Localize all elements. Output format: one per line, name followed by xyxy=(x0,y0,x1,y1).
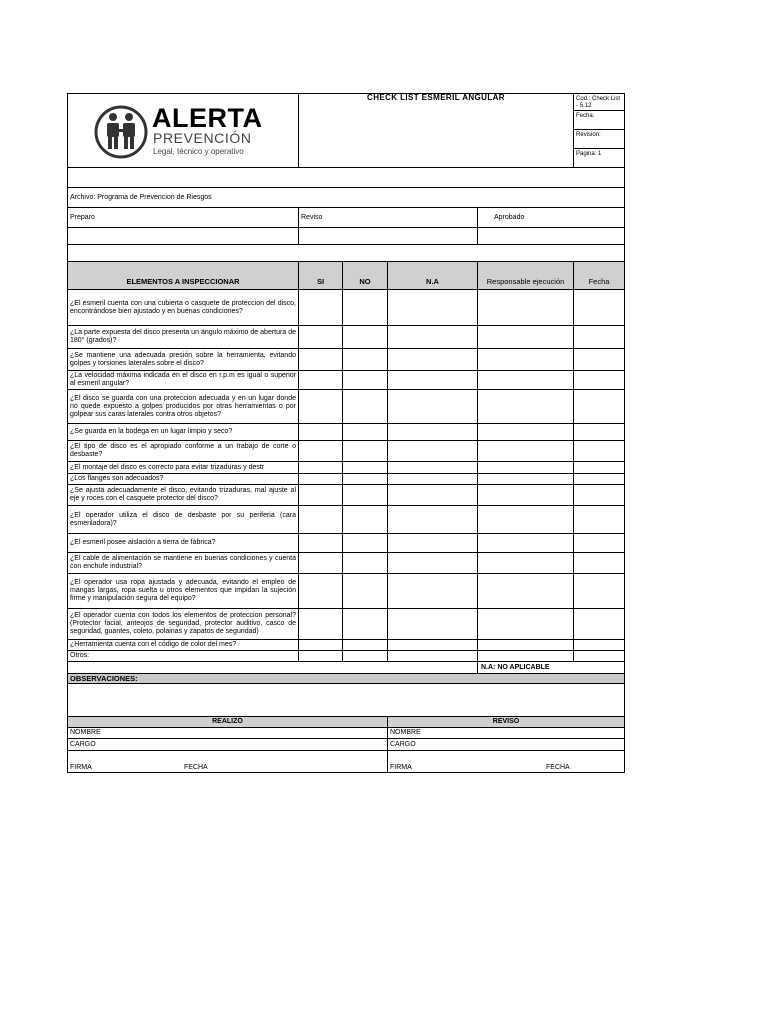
people-logo-icon xyxy=(94,102,154,162)
fecha-cell[interactable] xyxy=(574,485,625,506)
question-text: ¿El operador cuenta con todos los elementos de proteccion personal? (Protector facial, anteojos de seguridad, protector auditivo, casco de seguridad, guantes, coleto, polainas y zapatos de seguridad) xyxy=(68,609,299,640)
question-text: ¿El esmeril cuenta con una cubierta o casquete de proteccion del disco, encontrándose bien ajustado y en buenas condiciones? xyxy=(68,290,299,326)
question-text: ¿La parte expuesta del disco presenta un ángulo máximo de abertura de 180° (grados)? xyxy=(68,326,299,349)
si-cell[interactable] xyxy=(299,506,343,534)
na-cell[interactable] xyxy=(388,349,478,371)
no-cell[interactable] xyxy=(343,290,388,326)
table-row xyxy=(68,506,625,534)
document-title: CHECK LIST ESMERIL ANGULAR xyxy=(299,94,574,168)
na-cell[interactable] xyxy=(388,441,478,462)
aprobado-label: Aprobado xyxy=(478,208,625,228)
realizo-fecha-label: FECHA xyxy=(184,764,208,771)
brand-subname: PREVENCIÓN xyxy=(153,130,252,146)
fecha-cell[interactable] xyxy=(574,349,625,371)
responsable-cell[interactable] xyxy=(478,462,574,474)
na-cell[interactable] xyxy=(388,506,478,534)
responsable-cell[interactable] xyxy=(478,290,574,326)
observaciones-field[interactable] xyxy=(68,684,625,717)
question-text: ¿El tipo de disco es el apropiado conforme a un trabajo de corte o desbaste? xyxy=(68,441,299,462)
realizo-firma-row[interactable] xyxy=(68,751,388,773)
table-row xyxy=(68,424,625,441)
responsable-cell[interactable] xyxy=(478,553,574,574)
si-cell[interactable] xyxy=(299,640,343,651)
table-row xyxy=(68,390,625,424)
header-elements: ELEMENTOS A INSPECCIONAR xyxy=(68,262,299,290)
reviso-nombre[interactable]: NOMBRE xyxy=(388,728,625,739)
no-cell[interactable] xyxy=(343,485,388,506)
realizo-firma-label: FIRMA xyxy=(70,764,92,771)
na-cell[interactable] xyxy=(388,371,478,390)
si-cell[interactable] xyxy=(299,609,343,640)
brand-name: ALERTA xyxy=(152,103,263,133)
na-legend: N.A: NO APLICABLE xyxy=(478,662,625,674)
preparo-field[interactable] xyxy=(68,228,299,245)
company-logo xyxy=(94,102,294,158)
reviso-header: REVISÓ xyxy=(388,717,625,728)
na-cell[interactable] xyxy=(388,574,478,609)
fecha-cell[interactable] xyxy=(574,390,625,424)
fecha-cell[interactable] xyxy=(574,290,625,326)
table-row xyxy=(68,474,625,485)
question-text: ¿El cable de alimentación se mantiene en buenas condiciones y cuenta con enchufe industrial? xyxy=(68,553,299,574)
question-text: ¿Los flanges son adecuados? xyxy=(68,474,299,485)
logo-cell xyxy=(68,94,299,168)
no-cell[interactable] xyxy=(343,326,388,349)
header-no: NO xyxy=(343,262,388,290)
fecha-cell[interactable] xyxy=(574,371,625,390)
question-text: ¿El operador usa ropa ajustada y adecuada, evitando el empleo de mangas largas, ropa suelta u otros elementos que impidan la sujeción firme y manipulación segura del equipo? xyxy=(68,574,299,609)
checklist-table xyxy=(67,93,625,773)
na-cell[interactable] xyxy=(388,534,478,553)
na-cell[interactable] xyxy=(388,424,478,441)
no-cell[interactable] xyxy=(343,349,388,371)
table-row xyxy=(68,553,625,574)
reviso-firma-label: FIRMA xyxy=(390,764,412,771)
na-cell[interactable] xyxy=(388,640,478,651)
reviso-cargo[interactable]: CARGO xyxy=(388,739,625,751)
preparo-label: Preparo xyxy=(68,208,299,228)
na-cell[interactable] xyxy=(388,462,478,474)
header-na: N.A xyxy=(388,262,478,290)
reviso-firma-row[interactable] xyxy=(388,751,625,773)
responsable-cell[interactable] xyxy=(478,390,574,424)
no-cell[interactable] xyxy=(343,474,388,485)
realizo-cargo[interactable]: CARGO xyxy=(68,739,388,751)
reviso-label: Reviso xyxy=(299,208,478,228)
no-cell[interactable] xyxy=(343,651,388,662)
table-row xyxy=(68,534,625,553)
table-row xyxy=(68,609,625,640)
doc-page: Pagina: 1 xyxy=(574,149,625,168)
no-cell[interactable] xyxy=(343,371,388,390)
fecha-cell[interactable] xyxy=(574,609,625,640)
si-cell[interactable] xyxy=(299,349,343,371)
responsable-cell[interactable] xyxy=(478,424,574,441)
table-row xyxy=(68,651,625,662)
responsable-cell[interactable] xyxy=(478,574,574,609)
blank-row xyxy=(68,245,625,262)
fecha-cell[interactable] xyxy=(574,651,625,662)
table-row xyxy=(68,640,625,651)
observaciones-label: OBSERVACIONES: xyxy=(68,674,625,684)
realizo-header: REALIZÓ xyxy=(68,717,388,728)
table-row xyxy=(68,574,625,609)
brand-tagline: Legal, técnico y operativo xyxy=(153,147,244,156)
fecha-cell[interactable] xyxy=(574,474,625,485)
na-cell[interactable] xyxy=(388,651,478,662)
na-cell[interactable] xyxy=(388,326,478,349)
responsable-cell[interactable] xyxy=(478,506,574,534)
si-cell[interactable] xyxy=(299,553,343,574)
no-cell[interactable] xyxy=(343,553,388,574)
fecha-cell[interactable] xyxy=(574,326,625,349)
question-text: ¿Se ajusta adecuadamente el disco, evitando trizaduras, mal ajuste al eje y roces con el casquete protector del disco? xyxy=(68,485,299,506)
fecha-cell[interactable] xyxy=(574,506,625,534)
si-cell[interactable] xyxy=(299,534,343,553)
responsable-cell[interactable] xyxy=(478,609,574,640)
table-row xyxy=(68,326,625,349)
si-cell[interactable] xyxy=(299,651,343,662)
table-row xyxy=(68,290,625,326)
si-cell[interactable] xyxy=(299,441,343,462)
blank-row xyxy=(68,168,625,188)
question-text: ¿El operador utiliza el disco de desbaste por su periferia (cara esmeriladora)? xyxy=(68,506,299,534)
si-cell[interactable] xyxy=(299,574,343,609)
header-responsable: Responsable ejecución xyxy=(478,262,574,290)
table-row xyxy=(68,349,625,371)
table-row xyxy=(68,441,625,462)
question-text: ¿Se guarda en la bodega en un lugar limpio y seco? xyxy=(68,424,299,441)
no-cell[interactable] xyxy=(343,462,388,474)
responsable-cell[interactable] xyxy=(478,474,574,485)
na-cell[interactable] xyxy=(388,609,478,640)
no-cell[interactable] xyxy=(343,506,388,534)
aprobado-field[interactable] xyxy=(478,228,625,245)
header-fecha: Fecha xyxy=(574,262,625,290)
na-cell[interactable] xyxy=(388,290,478,326)
question-text: ¿El montaje del disco es correcto para evitar trizaduras y destr xyxy=(68,462,299,474)
responsable-cell[interactable] xyxy=(478,640,574,651)
na-cell[interactable] xyxy=(388,390,478,424)
fecha-cell[interactable] xyxy=(574,553,625,574)
doc-date: Fecha: xyxy=(574,111,625,130)
reviso-field[interactable] xyxy=(299,228,478,245)
si-cell[interactable] xyxy=(299,290,343,326)
no-cell[interactable] xyxy=(343,390,388,424)
header-si: SI xyxy=(299,262,343,290)
question-text: ¿La velocidad máxima indicada en el disco en r.p.m es igual o superior al esmeril angular? xyxy=(68,371,299,390)
no-cell[interactable] xyxy=(343,609,388,640)
reviso-fecha-label: FECHA xyxy=(546,764,570,771)
responsable-cell[interactable] xyxy=(478,534,574,553)
fecha-cell[interactable] xyxy=(574,534,625,553)
checklist-sheet xyxy=(67,93,624,773)
responsable-cell[interactable] xyxy=(478,371,574,390)
na-cell[interactable] xyxy=(388,474,478,485)
question-text: ¿El esmeril posee aislación a tierra de fábrica? xyxy=(68,534,299,553)
si-cell[interactable] xyxy=(299,390,343,424)
fecha-cell[interactable] xyxy=(574,640,625,651)
no-cell[interactable] xyxy=(343,534,388,553)
spacer-cell xyxy=(68,662,478,674)
si-cell[interactable] xyxy=(299,424,343,441)
fecha-cell[interactable] xyxy=(574,574,625,609)
realizo-nombre[interactable]: NOMBRE xyxy=(68,728,388,739)
no-cell[interactable] xyxy=(343,640,388,651)
question-text: ¿Se mantiene una adecuada presión sobre la herramienta, evitando golpes y torsiones laterales sobre el disco? xyxy=(68,349,299,371)
na-cell[interactable] xyxy=(388,485,478,506)
no-cell[interactable] xyxy=(343,574,388,609)
no-cell[interactable] xyxy=(343,424,388,441)
fecha-cell[interactable] xyxy=(574,462,625,474)
responsable-cell[interactable] xyxy=(478,485,574,506)
no-cell[interactable] xyxy=(343,441,388,462)
na-cell[interactable] xyxy=(388,553,478,574)
si-cell[interactable] xyxy=(299,462,343,474)
table-row xyxy=(68,462,625,474)
si-cell[interactable] xyxy=(299,371,343,390)
doc-code: Cod.: Check List - 5.12 xyxy=(574,94,625,111)
responsable-cell[interactable] xyxy=(478,441,574,462)
responsable-cell[interactable] xyxy=(478,349,574,371)
fecha-cell[interactable] xyxy=(574,424,625,441)
responsable-cell[interactable] xyxy=(478,326,574,349)
si-cell[interactable] xyxy=(299,474,343,485)
question-text: ¿Herramienta cuenta con el código de color del mes? xyxy=(68,640,299,651)
archivo-label: Archivo: Programa de Prevencion de Riesgos xyxy=(68,188,625,208)
responsable-cell[interactable] xyxy=(478,651,574,662)
table-row xyxy=(68,485,625,506)
doc-revision: Revision: xyxy=(574,130,625,149)
si-cell[interactable] xyxy=(299,326,343,349)
si-cell[interactable] xyxy=(299,485,343,506)
table-row xyxy=(68,371,625,390)
question-text: ¿El disco se guarda con una proteccion adecuada y en un lugar donde no quede expuesto a golpes producidos por otras herramientas o por golpear sus caras laterales contra otros objetos? xyxy=(68,390,299,424)
fecha-cell[interactable] xyxy=(574,441,625,462)
question-text: Otros: xyxy=(68,651,299,662)
